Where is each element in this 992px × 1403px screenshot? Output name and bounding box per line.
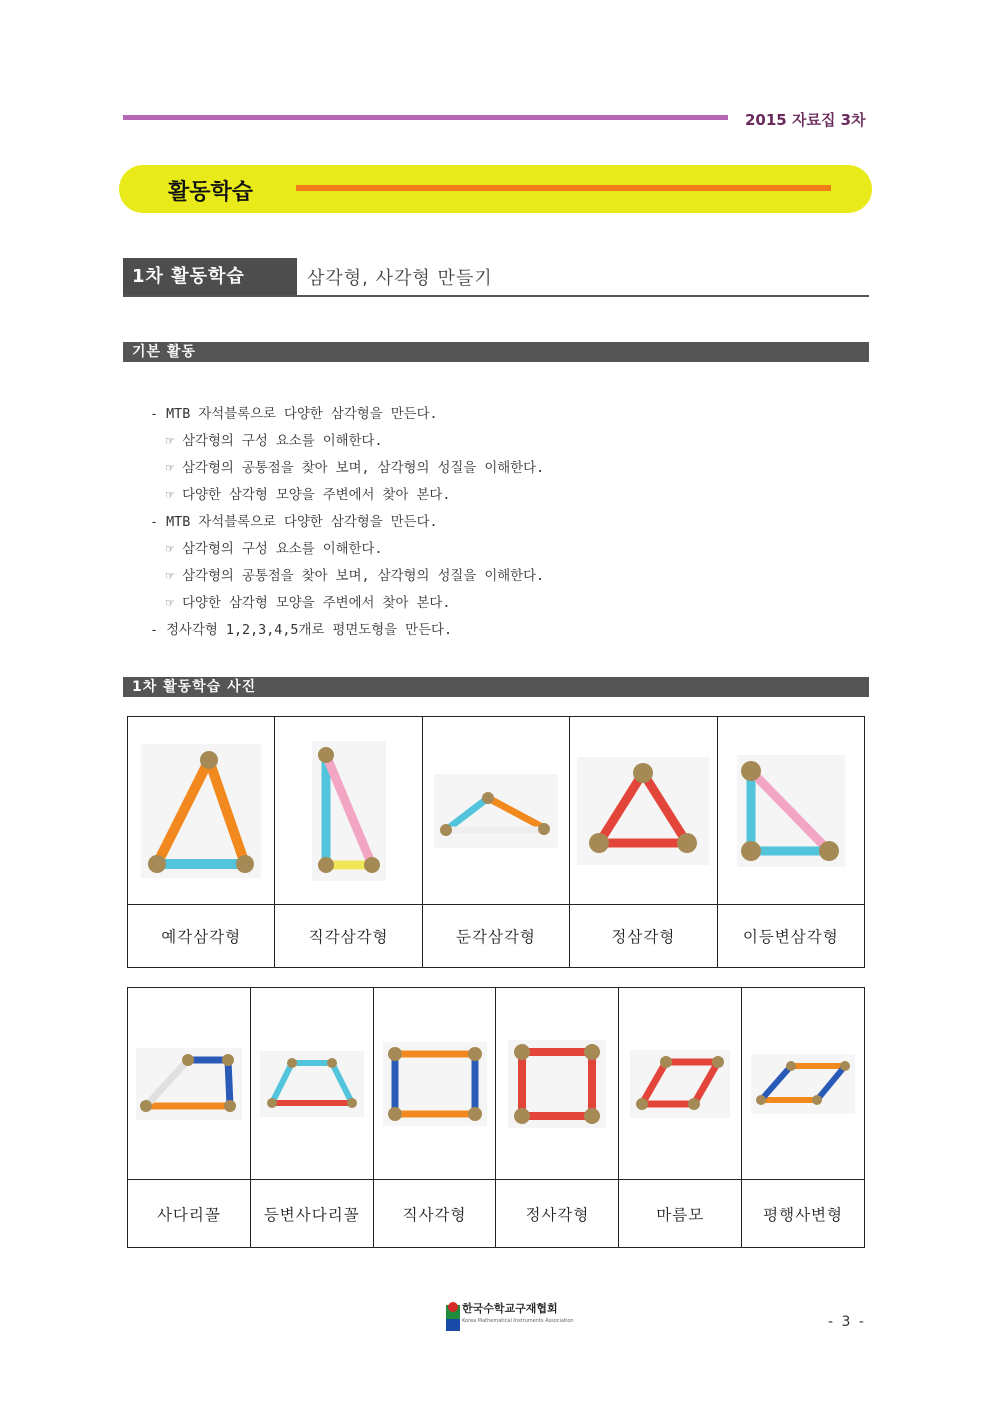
section-title: 삼각형, 사각형 만들기	[307, 268, 493, 289]
photo-cell	[742, 988, 865, 1180]
section-label: 1차 활동학습	[123, 258, 297, 295]
shape-caption: 평행사변형	[742, 1180, 865, 1248]
page-number: - 3 -	[828, 1314, 866, 1330]
photo-section-heading: 1차 활동학습 사진	[123, 677, 869, 697]
shape-caption: 마름모	[619, 1180, 742, 1248]
photo-cell	[373, 988, 496, 1180]
list-item: ☞ 다양한 삼각형 모양을 주변에서 찾아 본다.	[166, 488, 451, 503]
shape-caption: 둔각삼각형	[422, 905, 569, 968]
section-rule	[123, 295, 869, 297]
triangle-photo-table	[127, 716, 865, 968]
list-item: ☞ 삼각형의 공통점을 찾아 보며, 삼각형의 성질을 이해한다.	[166, 569, 545, 584]
parallelogram-photo	[751, 1054, 855, 1114]
shape-caption: 직각삼각형	[275, 905, 422, 968]
square-photo	[508, 1040, 606, 1128]
shape-caption: 정사각형	[496, 1180, 619, 1248]
rectangle-photo	[383, 1042, 487, 1126]
shape-caption: 직사각형	[373, 1180, 496, 1248]
association-logo-text: 한국수학교구재협회	[462, 1302, 558, 1315]
photo-cell	[250, 988, 373, 1180]
shape-caption: 예각삼각형	[128, 905, 275, 968]
banner-title: 활동학습	[168, 180, 254, 205]
list-item: ☞ 다양한 삼각형 모양을 주변에서 찾아 본다.	[166, 596, 451, 611]
photo-cell	[128, 988, 251, 1180]
isosceles-trapezoid-photo	[260, 1051, 364, 1117]
list-item: ☞ 삼각형의 공통점을 찾아 보며, 삼각형의 성질을 이해한다.	[166, 461, 545, 476]
photo-cell	[496, 988, 619, 1180]
right-triangle-photo	[312, 741, 386, 881]
obtuse-triangle-photo	[434, 774, 558, 848]
list-item: - MTB 자석블록으로 다양한 삼각형을 만든다.	[150, 407, 438, 422]
photo-cell	[717, 717, 864, 905]
list-item: ☞ 삼각형의 구성 요소를 이해한다.	[166, 542, 383, 557]
photo-cell	[422, 717, 569, 905]
isosceles-triangle-photo	[737, 755, 845, 867]
banner-rule	[296, 185, 831, 191]
quadrilateral-photo-table	[127, 987, 865, 1248]
trapezoid-photo	[136, 1048, 242, 1120]
list-item: - MTB 자석블록으로 다양한 삼각형을 만든다.	[150, 515, 438, 530]
header-rule	[123, 115, 728, 120]
photo-cell	[570, 717, 717, 905]
shape-caption: 정삼각형	[570, 905, 717, 968]
basic-activity-heading: 기본 활동	[123, 342, 869, 362]
acute-triangle-photo	[141, 744, 261, 878]
equilateral-triangle-photo	[577, 757, 709, 865]
shape-caption: 이등변삼각형	[717, 905, 864, 968]
activity-list	[150, 401, 544, 644]
photo-cell	[619, 988, 742, 1180]
shape-caption: 등변사다리꼴	[250, 1180, 373, 1248]
list-item: ☞ 삼각형의 구성 요소를 이해한다.	[166, 434, 383, 449]
photo-cell	[275, 717, 422, 905]
shape-caption: 사다리꼴	[128, 1180, 251, 1248]
document-tag: 2015 자료집 3차	[745, 111, 866, 129]
association-logo-subtext: Korea Mathematical Instruments Association	[462, 1318, 574, 1324]
list-item: - 정사각형 1,2,3,4,5개로 평면도형을 만든다.	[150, 623, 453, 638]
photo-cell	[128, 717, 275, 905]
rhombus-photo	[630, 1050, 730, 1118]
